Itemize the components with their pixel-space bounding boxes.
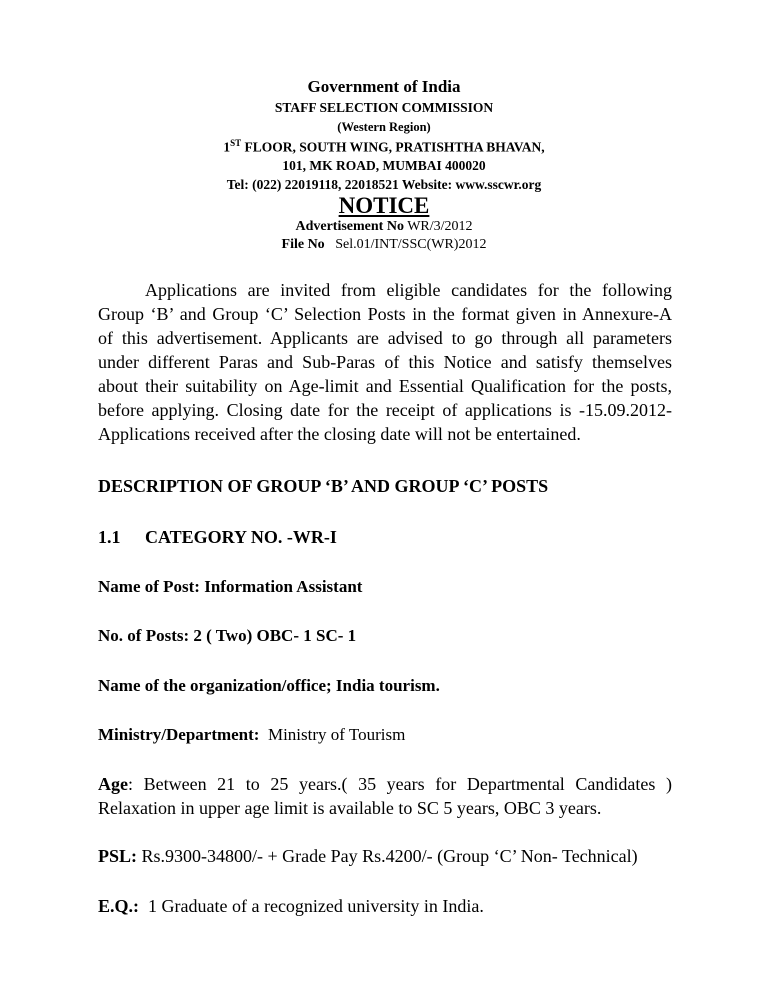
- category-number: 1.1: [98, 527, 121, 547]
- gov-title: Government of India: [307, 77, 461, 96]
- adv-label: Advertisement No: [295, 219, 404, 234]
- intro-line: Applications received after the closing date will not be entertained.: [98, 424, 581, 444]
- intro-line: of this advertisement. Applicants are advised to go through all parameters: [98, 328, 672, 348]
- intro-line: under different Paras and Sub-Paras of this Notice and satisfy themselves: [98, 352, 672, 372]
- section-heading: DESCRIPTION OF GROUP ‘B’ AND GROUP ‘C’ POSTS: [98, 476, 549, 496]
- post-name: Name of Post: Information Assistant: [98, 577, 363, 596]
- file-label: File No: [281, 237, 325, 252]
- organization: Name of the organization/office; India tourism.: [98, 676, 440, 695]
- age-label: Age: [98, 774, 128, 794]
- age-line: Relaxation in upper age limit is available to SC 5 years, OBC 3 years.: [98, 798, 602, 818]
- address-floor: [0, 138, 768, 156]
- eq-label: E.Q.:: [98, 896, 140, 916]
- file-no: [0, 237, 768, 253]
- region: (Western Region): [337, 120, 431, 134]
- floor-rest: FLOOR, SOUTH WING, PRATISHTHA BHAVAN,: [241, 139, 545, 155]
- psl-label: PSL:: [98, 846, 138, 866]
- category-title: CATEGORY NO. -WR-I: [145, 527, 337, 547]
- ministry: [98, 725, 405, 745]
- essential-qualification: [98, 896, 484, 917]
- advertisement-no: [0, 219, 768, 235]
- intro-line: about their suitability on Age-limit and Essential Qualification for the posts,: [98, 376, 672, 396]
- ministry-label: Ministry/Department:: [98, 725, 260, 744]
- floor-sup: ST: [230, 138, 242, 148]
- floor-num: 1: [223, 139, 231, 155]
- no-of-posts: No. of Posts: 2 ( Two) OBC- 1 SC- 1: [98, 626, 357, 645]
- psl-value: Rs.9300-34800/- + Grade Pay Rs.4200/- (Group ‘C’ Non- Technical): [137, 846, 638, 866]
- notice-title: NOTICE: [338, 193, 430, 218]
- address-road: 101, MK ROAD, MUMBAI 400020: [282, 158, 486, 173]
- age-paragraph: [98, 772, 672, 820]
- ministry-value: Ministry of Tourism: [259, 725, 406, 744]
- age-text: : Between 21 to 25 years.( 35 years for Departmental Candidates ): [128, 774, 672, 794]
- pay-scale: [98, 846, 638, 867]
- contact-info: Tel: (022) 22019118, 22018521 Website: www.sscwr.org: [226, 177, 542, 192]
- adv-value: WR/3/2012: [403, 219, 473, 234]
- intro-paragraph: [98, 278, 672, 446]
- intro-line: Group ‘B’ and Group ‘C’ Selection Posts in the format given in Annexure-A: [98, 304, 672, 324]
- intro-line: before applying. Closing date for the receipt of applications is -15.09.2012-: [98, 400, 672, 420]
- file-value: Sel.01/INT/SSC(WR)2012: [324, 237, 487, 252]
- intro-line: Applications are invited from eligible candidates for the following: [145, 280, 672, 300]
- commission-name: STAFF SELECTION COMMISSION: [274, 100, 494, 115]
- eq-value: 1 Graduate of a recognized university in India.: [139, 896, 484, 916]
- age-line: [98, 772, 672, 796]
